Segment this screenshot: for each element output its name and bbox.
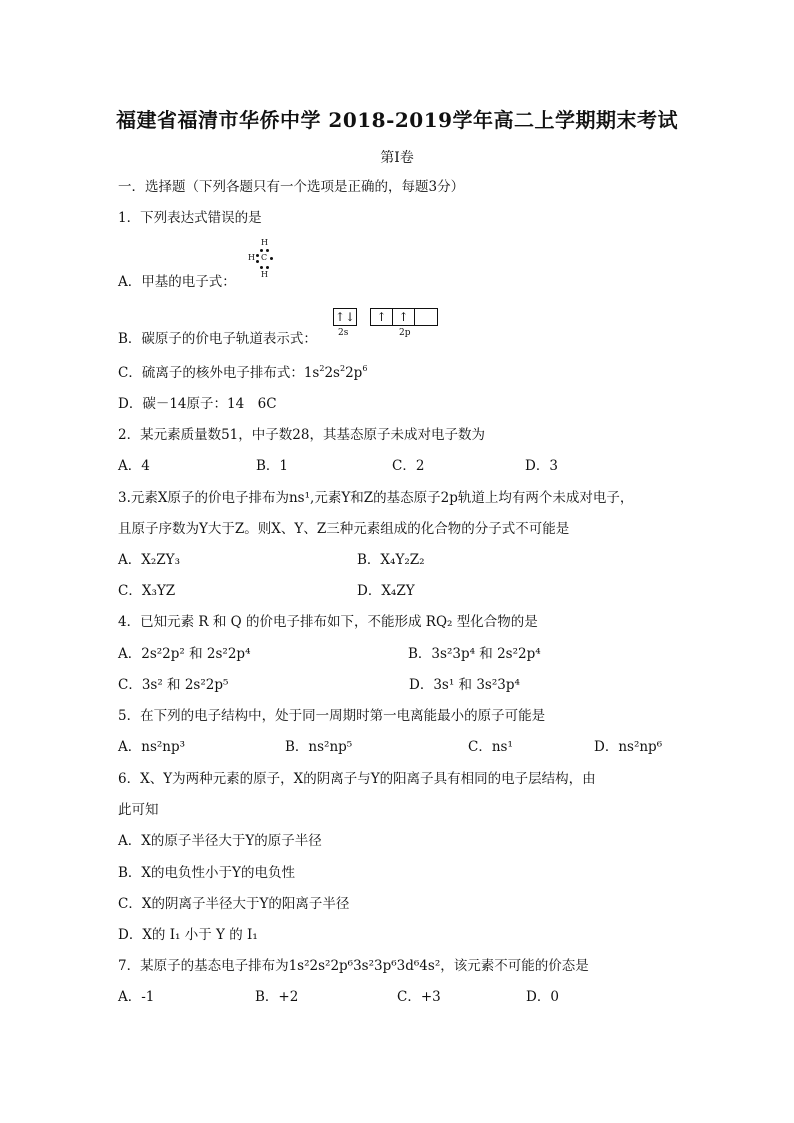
q2-option-d: D．3 xyxy=(525,458,558,474)
orbital-2s-box xyxy=(333,308,357,326)
electron-dot xyxy=(256,254,259,257)
orbital-2p-cell-2: ↑ xyxy=(393,309,415,325)
q3-option-a: A．X₂ZY₃ xyxy=(118,552,180,568)
page-title: 福建省福清市华侨中学 2018-2019学年高二上学期期末考试 xyxy=(115,108,679,132)
electron-dot xyxy=(260,249,263,252)
orbital-2p-label: 2p xyxy=(399,328,411,338)
q1-option-b: B．碳原子的价电子轨道表示式： xyxy=(118,331,317,347)
lewis-h-bottom: H xyxy=(261,270,268,279)
q1-option-a: A．甲基的电子式： xyxy=(118,274,236,290)
electron-dot xyxy=(266,249,269,252)
q6-stem-line2: 此可知 xyxy=(118,802,159,818)
q6-stem-line1: 6．X、Y为两种元素的原子，X的阴离子与Y的阳离子具有相同的电子层结构，由 xyxy=(118,771,596,787)
electron-dot xyxy=(256,260,259,263)
lewis-c-center: C xyxy=(261,253,268,262)
orbital-2p-box xyxy=(370,308,438,326)
electron-dot xyxy=(260,266,263,269)
q1-stem: 1．下列表达式错误的是 xyxy=(118,210,262,226)
q1-option-c-label: C．硫离子的核外电子排布式： xyxy=(118,365,304,381)
q7-stem: 7．某原子的基态电子排布为1s²2s²2p⁶3s²3p⁶3d⁶4s²，该元素不可能的价态是 xyxy=(118,958,589,974)
q3-option-b: B．X₄Y₂Z₂ xyxy=(357,552,425,568)
q2-option-c: C．2 xyxy=(392,458,425,474)
q5-option-b: B．ns²np⁵ xyxy=(285,739,353,755)
q5-option-a: A．ns²np³ xyxy=(118,739,186,755)
q4-option-c: C．3s² 和 2s²2p⁵ xyxy=(118,677,229,693)
q6-option-d: D．X的 I₁ 小于 Y 的 I₁ xyxy=(118,927,258,943)
q7-option-a: A．-1 xyxy=(118,989,155,1005)
orbital-2p-cell-3 xyxy=(415,309,437,325)
q4-option-a: A．2s²2p² 和 2s²2p⁴ xyxy=(118,646,251,662)
electron-dot xyxy=(266,266,269,269)
orbital-2s-cell: ↑↓ xyxy=(334,310,356,324)
q7-option-c: C．+3 xyxy=(397,989,441,1005)
q1-option-d: D．碳－14原子：14 6C xyxy=(118,396,277,412)
lewis-h-left: H xyxy=(248,253,255,262)
q4-option-b: B．3s²3p⁴ 和 2s²2p⁴ xyxy=(408,646,541,662)
q1-option-c: C．硫离子的核外电子排布式：$1s^22s^22p^6$ xyxy=(118,364,368,381)
electron-dot xyxy=(270,257,273,260)
q3-option-d: D．X₄ZY xyxy=(357,583,415,599)
orbital-2p-cell-1: ↑ xyxy=(371,309,393,325)
volume-label: 第Ⅰ卷 xyxy=(380,150,414,166)
q4-stem: 4．已知元素 R 和 Q 的价电子排布如下，不能形成 RQ₂ 型化合物的是 xyxy=(118,614,538,630)
q3-stem-line2: 且原子序数为Y大于Z。则X、Y、Z三种元素组成的化合物的分子式不可能是 xyxy=(118,521,570,537)
section-heading: 一．选择题（下列各题只有一个选项是正确的，每题3分） xyxy=(118,179,465,195)
q2-option-b: B．1 xyxy=(256,458,289,474)
q6-option-c: C．X的阴离子半径大于Y的阳离子半径 xyxy=(118,896,350,912)
q6-option-a: A．X的原子半径大于Y的原子半径 xyxy=(118,833,322,849)
q7-option-d: D．0 xyxy=(526,989,559,1005)
q4-option-d: D．3s¹ 和 3s²3p⁴ xyxy=(409,677,520,693)
q6-option-b: B．X的电负性小于Y的电负性 xyxy=(118,865,295,881)
q5-stem: 5．在下列的电子结构中，处于同一周期时第一电离能最小的原子可能是 xyxy=(118,708,546,724)
q3-option-c: C．X₃YZ xyxy=(118,583,176,599)
q7-option-b: B．+2 xyxy=(255,989,299,1005)
q3-stem-line1: 3.元素X原子的价电子排布为ns¹,元素Y和Z的基态原子2p轨道上均有两个未成对电子， xyxy=(118,490,634,506)
lewis-h-top: H xyxy=(261,238,268,247)
q2-stem: 2．某元素质量数51，中子数28，其基态原子未成对电子数为 xyxy=(118,427,485,443)
q2-option-a: A．4 xyxy=(118,458,150,474)
q5-option-d: D．ns²np⁶ xyxy=(594,739,663,755)
methyl-electron-formula xyxy=(246,238,282,282)
orbital-2s-label: 2s xyxy=(338,328,349,338)
q5-option-c: C．ns¹ xyxy=(468,739,513,755)
